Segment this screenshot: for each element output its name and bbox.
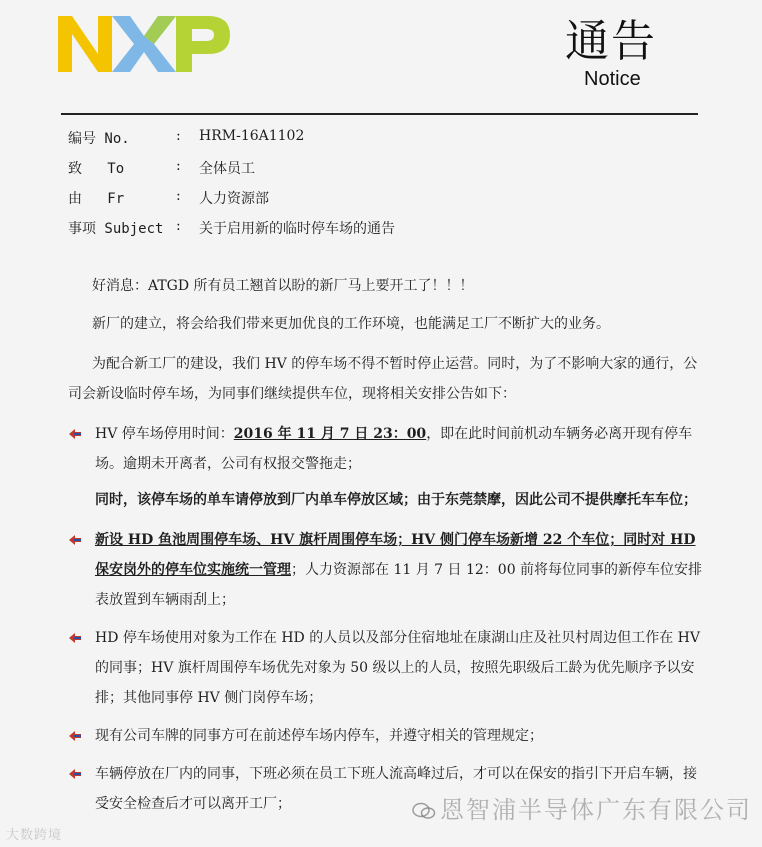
bullet-text: ；人力资源部在 11 月 7 日 12：00 前将每位同事的新停车位安排表放置到车辆雨刮上； (95, 562, 703, 608)
paragraph-intro: 为配合新工厂的建设，我们 HV 的停车场不得不暂时停止运营。同时，为了不影响大家的通行，公司会新设临时停车场，为同事们继续提供车位，现将相关安排公告如下： (68, 356, 698, 402)
bicycle-note: 同时，该停车场的单车请停放到厂内单车停放区域；由于东莞禁摩，因此公司不提供摩托车车位； (95, 492, 697, 508)
notice-title: 通告 (565, 16, 657, 67)
meta-label: 事项 Subject (68, 221, 164, 237)
meta-value: 全体员工 (199, 161, 255, 177)
watermark-left (6, 824, 62, 843)
meta-label: 由 Fr (68, 191, 125, 207)
paragraph-new-factory: 新厂的建立，将会给我们带来更加优良的工作环境，也能满足工厂不断扩大的业务。 (92, 316, 610, 332)
bullet-text: 现有公司车牌的同事方可在前述停车场内停车，并遵守相关的管理规定； (95, 728, 543, 744)
meta-value: 关于启用新的临时停车场的通告 (199, 221, 395, 237)
meta-label: 编号 No. (68, 131, 130, 147)
paragraph-good-news: 好消息：ATGD 所有员工翘首以盼的新厂马上要开工了！！！ (92, 278, 474, 294)
watermark-right (412, 790, 752, 825)
bullet-arrow-icon (68, 533, 82, 547)
meta-value: 人力资源部 (199, 191, 269, 207)
meta-colon: : (176, 158, 181, 174)
wechat-icon (412, 802, 436, 820)
bullet-arrow-icon (68, 427, 82, 441)
nxp-logo (58, 14, 236, 74)
bullet-hv-closure (68, 419, 708, 479)
meta-colon: : (176, 218, 181, 234)
closure-date: 2016 年 11 月 7 日 23：00 (233, 426, 427, 442)
meta-colon: : (176, 188, 181, 204)
bullet-arrow-icon (68, 729, 82, 743)
notice-subtitle: Notice (584, 68, 641, 90)
bullet-arrow-icon (68, 631, 82, 645)
bullet-text: 车辆停放在厂内的同事，下班必须在员工下班人流高峰过后，才可以在保安的指引下开启车辆，接受安全检查后才可以离开工厂； (95, 766, 697, 812)
bullet-text: HV 停车场停用时间： (95, 426, 234, 442)
header-divider (61, 113, 698, 115)
meta-colon: : (176, 128, 181, 144)
watermark-right-text: 恩智浦半导体广东有限公司 (440, 796, 752, 824)
bullet-parking-eligibility (68, 623, 708, 713)
notice-body (68, 271, 708, 823)
bullet-text: HD 停车场使用对象为工作在 HD 的人员以及部分住宿地址在康湖山庄及社贝村周边但工作在 HV 的同事；HV 旗杆周围停车场优先对象为 50 级以上的人员，按照先职级后工龄为优先顺序予以安排；其他同事停 HV 侧门岗停车场； (95, 630, 700, 706)
meta-label: 致 To (68, 161, 125, 177)
watermark-left-text: 大数跨境 (6, 828, 63, 843)
bullet-text: ，即在此时间前机动车辆务必离开现有停车场。逾期未开离者，公司有权报交警拖走； (95, 426, 693, 472)
bullet-car-plate (68, 721, 708, 751)
bullet-new-parking (68, 525, 708, 615)
meta-value: HRM-16A1102 (199, 128, 305, 144)
new-parking-highlight: 新设 HD 鱼池周围停车场、HV 旗杆周围停车场；HV 侧门停车场新增 22 个车位；同时对 HD 保安岗外的停车位实施统一管理 (95, 532, 696, 578)
bullet-arrow-icon (68, 767, 82, 781)
